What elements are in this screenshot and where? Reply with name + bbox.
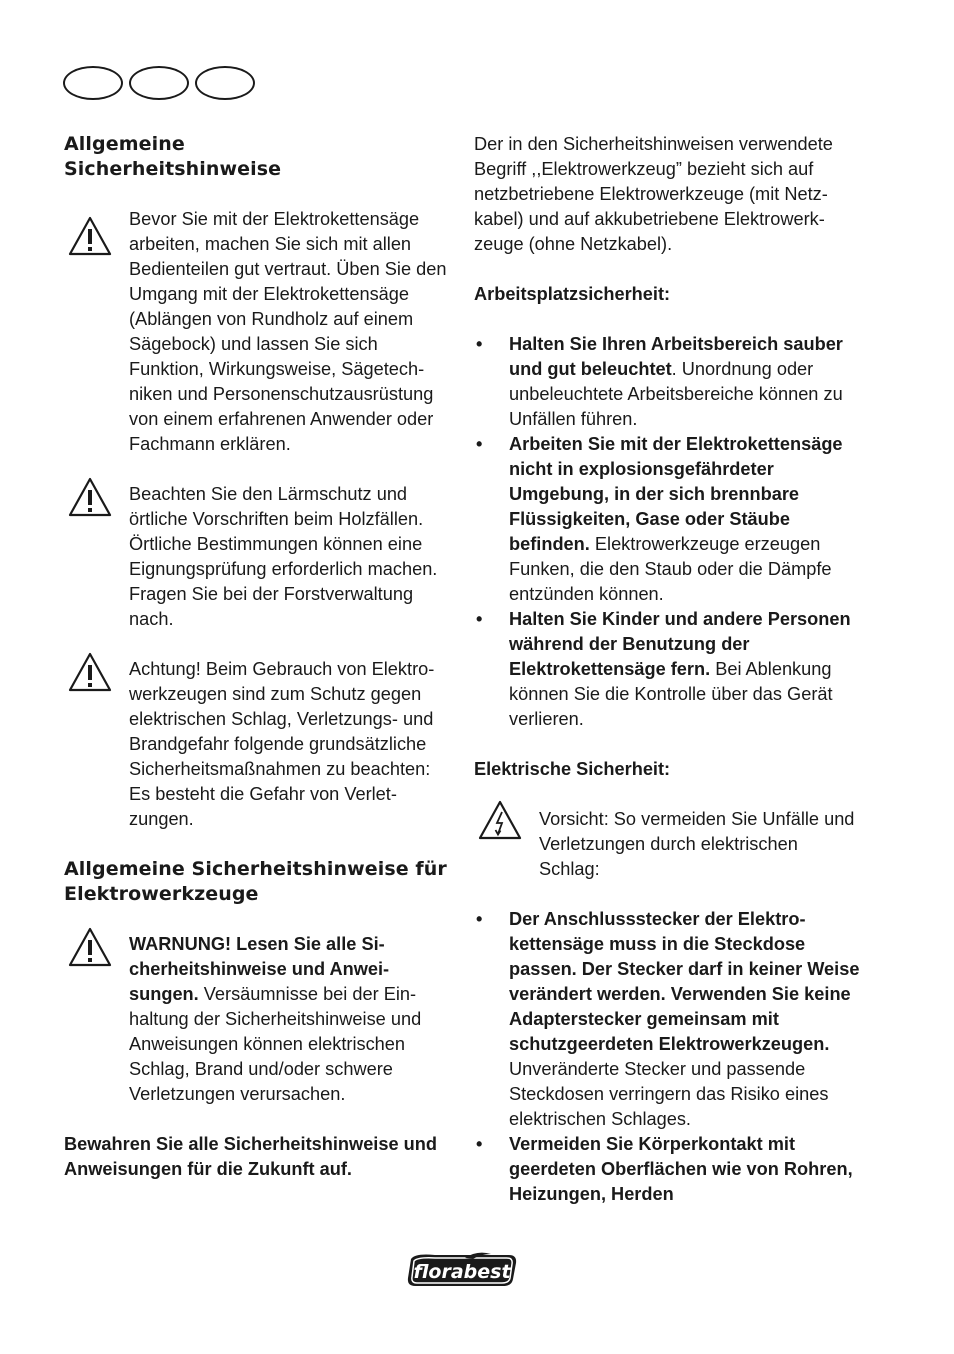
- high-voltage-icon: [477, 799, 523, 841]
- language-oval-2: [129, 66, 189, 100]
- warning-block-4: [64, 932, 449, 1107]
- warning-text-3: Achtung! Beim Gebrauch von Elektrowerkzeugen sind zum Schutz gegen elektrischen Schlag, Verletzungs- und Brandgefahr folgende grundsätzliche Sicherheitsmaßnahmen zu beachten: Es besteht die Gefahr von Verletzungen.: [129, 659, 435, 829]
- list-item-bold: Halten Sie Ihren Arbeitsbereich sauber und gut beleuchtet: [509, 334, 843, 379]
- warning-text-4-body: Versäumnisse bei der Einhaltung der Sicherheitshinweise und Anweisungen können elektrischen Schlag, Brand und/oder schwere Verletzungen verursachen.: [129, 984, 422, 1104]
- list-item-text: Bei Ablenkung können Sie die Kontrolle über das Gerät verlieren.: [509, 659, 833, 729]
- logo-text: florabest: [413, 1261, 511, 1283]
- language-ovals: [63, 66, 261, 100]
- warning-text-4: [129, 932, 449, 1107]
- warning-block-2: [64, 482, 449, 632]
- section-title-electrical-safety: Elektrische Sicherheit:: [474, 759, 671, 779]
- bullet-glyph: •: [476, 909, 483, 929]
- list-item-bold: Der Anschlussstecker der Elektrokettensäge muss in die Steckdose passen. Der Stecker darf in keiner Weise verändert werden. Verwenden Sie keine Adapterstecker gemeinsam mit schutzgeerdeten Elektrowerkzeugen.: [509, 909, 860, 1054]
- bullet-glyph: •: [476, 334, 483, 354]
- list-item: [474, 332, 860, 432]
- warning-text-1: Bevor Sie mit der Elektrokettensäge arbeiten, machen Sie sich mit allen Bedienteilen gut vertraut. Üben Sie den Umgang mit der Elektrokettensäge (Ablängen von Rundholz auf einem Sägebock) und lassen Sie sich Funktion, Wirkungsweise, Sägetechniken und Personenschutzausrüstung von einem erfahrenen Anwender oder Fachmann erklären.: [129, 209, 447, 454]
- bullet-glyph: •: [476, 1134, 483, 1154]
- warning-triangle-icon: [67, 476, 113, 518]
- section-title-workplace-safety: Arbeitsplatzsicherheit:: [474, 284, 671, 304]
- list-item: [474, 607, 860, 732]
- bullet-glyph: •: [476, 434, 483, 454]
- language-oval-1: [63, 66, 123, 100]
- heading-general-safety: Allgemeine Sicherheitshinweise: [64, 133, 282, 180]
- list-item: [474, 907, 860, 1132]
- language-oval-3: [195, 66, 255, 100]
- list-item-text: . Unordnung oder unbeleuchtete Arbeitsbereiche können zu Unfällen führen.: [509, 359, 843, 429]
- list-item-bold: Arbeiten Sie mit der Elektrokettensäge nicht in explosionsgefährdeter Umgebung, in der sich brennbare Flüssigkeiten, Gase oder Stäube befinden.: [509, 434, 843, 554]
- electrical-safety-list: [474, 907, 860, 1207]
- workplace-safety-list: [474, 332, 860, 732]
- warning-text-2: Beachten Sie den Lärmschutz und örtliche Vorschriften beim Holzfällen. Örtliche Bestimmungen können eine Eignungsprüfung erforderlich machen. Fragen Sie bei der Forstverwaltung nach.: [129, 484, 438, 629]
- electric-warning-block: [474, 807, 860, 882]
- warning-triangle-icon: [67, 926, 113, 968]
- electric-warning-text: Vorsicht: So vermeiden Sie Unfälle und Verletzungen durch elektrischen Schlag:: [539, 809, 855, 879]
- bullet-glyph: •: [476, 609, 483, 629]
- left-column: [64, 132, 449, 1182]
- heading-power-tools: Allgemeine Sicherheitshinweise für Elektrowerkzeuge: [64, 858, 447, 905]
- warning-text-4-bold: WARNUNG! Lesen Sie alle Sicherheitshinweise und Anweisungen.: [129, 934, 390, 1004]
- list-item-bold: Halten Sie Kinder und andere Personen während der Benutzung der Elektrokettensäge fern.: [509, 609, 851, 679]
- warning-triangle-icon: [67, 215, 113, 257]
- warning-block-3: [64, 657, 449, 832]
- intro-paragraph: Der in den Sicherheitshinweisen verwendete Begriff ,,Elektrowerkzeug” bezieht sich auf netzbetriebene Elektrowerkzeuge (mit Netzkabel) und auf akkubetriebene Elektrowerkzeuge (ohne Netzkabel).: [474, 134, 833, 254]
- florabest-logo: [405, 1251, 519, 1289]
- list-item-bold: Vermeiden Sie Körperkontakt mit geerdeten Oberflächen wie von Rohren, Heizungen, Herden: [509, 1134, 853, 1204]
- list-item: [474, 1132, 860, 1207]
- warning-block-1: [64, 207, 449, 457]
- keep-instructions-note: Bewahren Sie alle Sicherheitshinweise und Anweisungen für die Zukunft auf.: [64, 1134, 437, 1179]
- list-item-text: Elektrowerkzeuge erzeugen Funken, die den Staub oder die Dämpfe entzünden können.: [509, 534, 832, 604]
- list-item-text: Unveränderte Stecker und passende Steckdosen verringern das Risiko eines elektrischen Schlages.: [509, 1059, 829, 1129]
- list-item: [474, 432, 860, 607]
- right-column: [474, 132, 860, 1207]
- warning-triangle-icon: [67, 651, 113, 693]
